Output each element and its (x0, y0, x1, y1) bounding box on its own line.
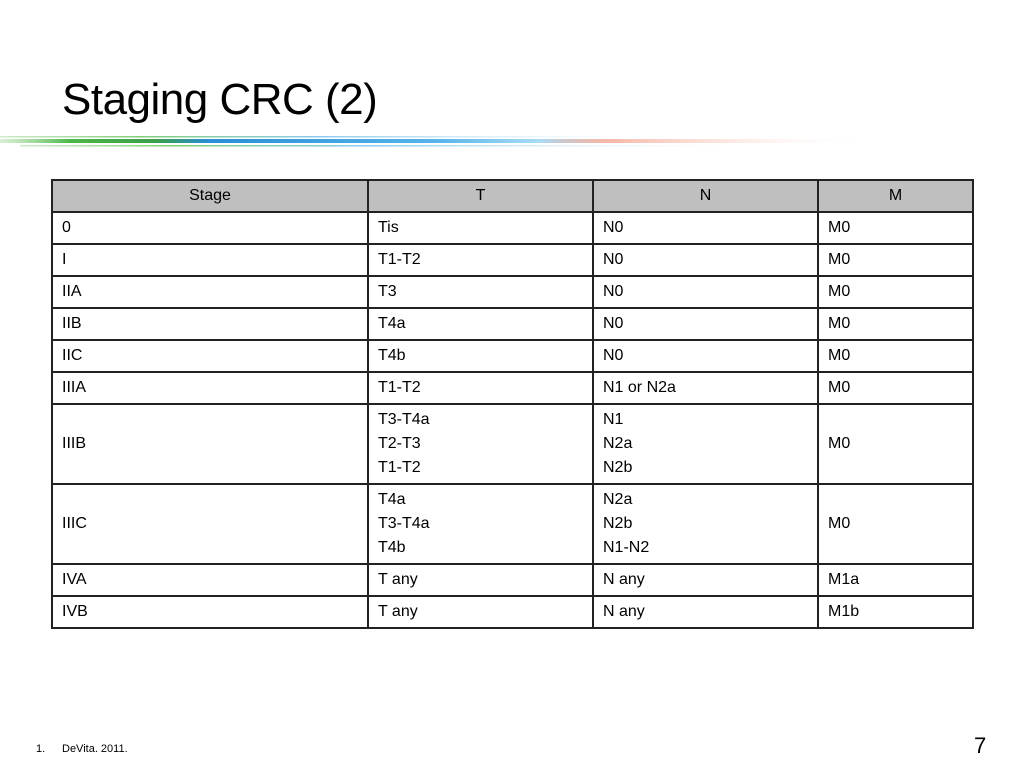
cell-stage: IIIC (52, 484, 368, 564)
cell-t (368, 404, 593, 484)
cell-stage: IIB (52, 308, 368, 340)
title-rule-band (0, 139, 870, 143)
cell-t: T any (368, 564, 593, 596)
cell-line: T1-T2 (378, 459, 421, 476)
cell-line: T3-T4a (378, 515, 430, 532)
cell-line: N2a (603, 491, 633, 508)
cell-t: T4b (368, 340, 593, 372)
header-t: T (368, 180, 593, 212)
cell-line: T2-T3 (378, 435, 421, 452)
cell-t: T3 (368, 276, 593, 308)
table-row (52, 340, 973, 372)
cell-stage: I (52, 244, 368, 276)
cell-t: T4a (368, 308, 593, 340)
cell-m: M0 (818, 308, 973, 340)
cell-m: M0 (818, 372, 973, 404)
table-row (52, 244, 973, 276)
cell-n: N0 (593, 308, 818, 340)
table-header-row (52, 180, 973, 212)
staging-table (51, 179, 974, 629)
cell-n: N any (593, 564, 818, 596)
decorative-title-rule (0, 134, 870, 152)
slide-title: Staging CRC (2) (62, 75, 378, 124)
cell-t: T1-T2 (368, 244, 593, 276)
cell-n: N0 (593, 244, 818, 276)
footnote-number: 1. (36, 743, 46, 755)
header-stage: Stage (52, 180, 368, 212)
cell-n: N any (593, 596, 818, 628)
table-row (52, 404, 973, 484)
cell-stage: IIA (52, 276, 368, 308)
cell-m: M0 (818, 244, 973, 276)
cell-t: T any (368, 596, 593, 628)
cell-m: M0 (818, 276, 973, 308)
cell-m: M0 (818, 484, 973, 564)
cell-n: N0 (593, 276, 818, 308)
cell-t: Tis (368, 212, 593, 244)
cell-stage: IVA (52, 564, 368, 596)
title-rule-thin-top (0, 136, 700, 138)
table-row (52, 276, 973, 308)
cell-n (593, 484, 818, 564)
cell-n: N0 (593, 340, 818, 372)
cell-line: T4b (378, 539, 406, 556)
footnote (36, 743, 128, 755)
table-row (52, 372, 973, 404)
cell-n: N0 (593, 212, 818, 244)
page-number: 7 (974, 733, 987, 758)
cell-line: N2b (603, 515, 633, 532)
header-n: N (593, 180, 818, 212)
cell-m: M0 (818, 340, 973, 372)
cell-m: M0 (818, 212, 973, 244)
cell-m: M1b (818, 596, 973, 628)
cell-line: N2b (603, 459, 633, 476)
table-row (52, 308, 973, 340)
cell-n: N1 or N2a (593, 372, 818, 404)
table-row (52, 484, 973, 564)
title-rule-thin-bottom (20, 145, 780, 147)
table-row (52, 564, 973, 596)
cell-line: N2a (603, 435, 633, 452)
cell-stage: IVB (52, 596, 368, 628)
table-row (52, 596, 973, 628)
cell-n (593, 404, 818, 484)
cell-line: N1 (603, 411, 624, 428)
cell-stage: 0 (52, 212, 368, 244)
cell-m: M0 (818, 404, 973, 484)
cell-m: M1a (818, 564, 973, 596)
cell-stage: IIIB (52, 404, 368, 484)
cell-t (368, 484, 593, 564)
cell-line: T4a (378, 491, 406, 508)
cell-stage: IIC (52, 340, 368, 372)
table-row (52, 212, 973, 244)
footnote-text: DeVita. 2011. (62, 743, 128, 755)
header-m: M (818, 180, 973, 212)
cell-line: T3-T4a (378, 411, 430, 428)
cell-t: T1-T2 (368, 372, 593, 404)
cell-line: N1-N2 (603, 539, 650, 556)
cell-stage: IIIA (52, 372, 368, 404)
